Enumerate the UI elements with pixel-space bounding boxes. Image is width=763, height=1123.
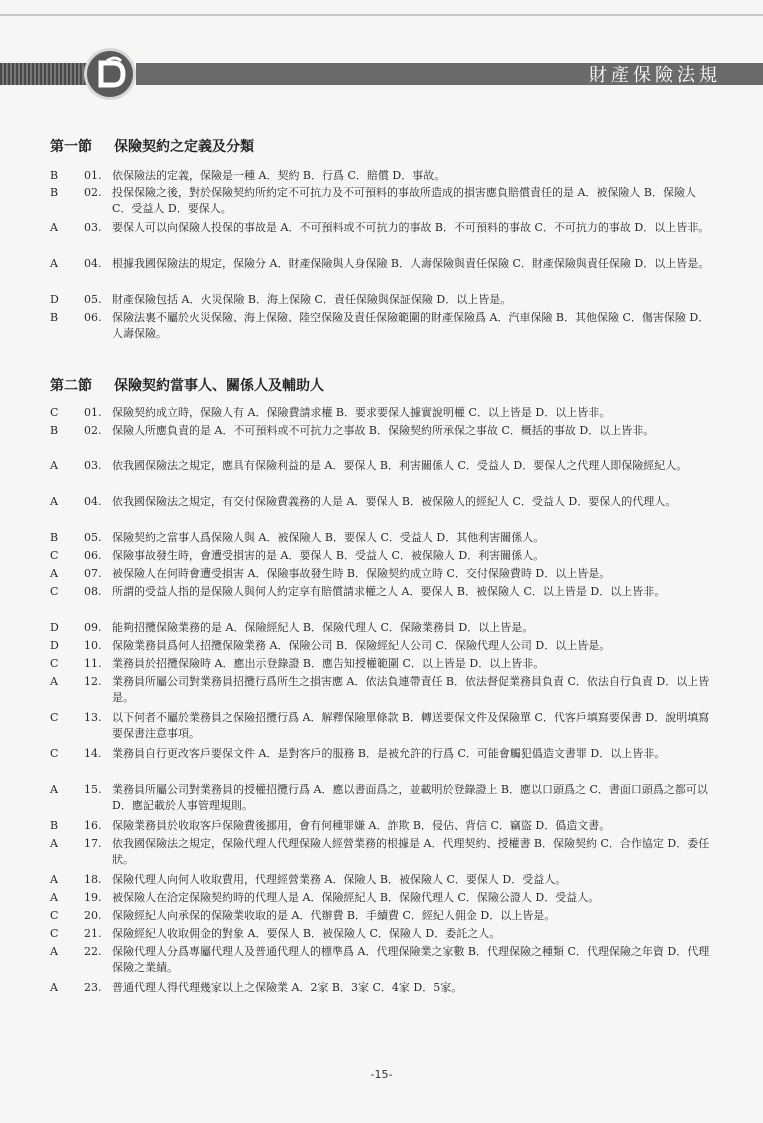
question-number: 17.	[84, 837, 102, 850]
question-text: 業務員自行更改客戶要保文件 A．是對客戶的服務 B．是被允許的行爲 C．可能會觸犯僞造文書罪 D．以上皆非。	[112, 747, 666, 760]
question-text: 被保險人在何時會遭受損害 A．保險事故發生時 B．保險契約成立時 C．交付保險費時 D．以上皆是。	[112, 567, 611, 580]
answer-letter: B	[50, 169, 59, 182]
answer-letter: B	[50, 424, 59, 437]
header-band-right	[136, 63, 763, 85]
question-text: 依我國保險法之規定，保險代理人代理保險人經營業務的根據是 A．代理契約、授權書 B．保險契約 C．合作協定 D．委任狀。	[112, 837, 710, 866]
header-title: 財產保險法規	[589, 65, 721, 86]
answer-letter: C	[50, 585, 59, 598]
question-number: 07.	[84, 567, 102, 580]
answer-letter: B	[50, 311, 59, 324]
answer-letter: A	[50, 837, 58, 850]
answer-letter: A	[50, 257, 58, 270]
question-text: 根據我國保險法的規定，保險分 A．財產保險與人身保險 B．人壽保險與責任保險 C．財產保險與責任保險 D．以上皆是。	[112, 257, 710, 270]
answer-letter: C	[50, 549, 59, 562]
answer-letter: C	[50, 711, 59, 724]
question-text: 業務員所屬公司對業務員招攬行爲所生之損害應 A．依法負連帶責任 B．依法督促業務員負責 C．依法自行負責 D．以上皆是。	[112, 675, 710, 704]
question-number: 05.	[84, 293, 102, 306]
question-number: 15.	[84, 783, 102, 796]
top-rule	[0, 14, 763, 16]
answer-letter: D	[50, 639, 59, 652]
question-number: 22.	[84, 945, 102, 958]
question-text: 依保險法的定義，保險是一種 A．契約 B．行爲 C．賠償 D．事故。	[112, 169, 446, 182]
question-text: 業務員所屬公司對業務員的授權招攬行爲 A．應以書面爲之，並載明於登錄證上 B．應以口頭爲之 C．書面口頭爲之都可以 D．應記載於人事管理規則。	[112, 783, 708, 812]
answer-letter: C	[50, 927, 59, 940]
question-number: 11.	[84, 657, 102, 670]
answer-letter: C	[50, 406, 59, 419]
question-number: 13.	[84, 711, 102, 724]
question-text: 財產保險包括 A．火災保險 B．海上保險 C．責任保險與保証保險 D．以上皆是。	[112, 293, 512, 306]
question-number: 08.	[84, 585, 102, 598]
question-number: 03.	[84, 459, 102, 472]
question-text: 保險業務員於收取客戶保險費後挪用，會有何種罪嫌 A．詐欺 B．侵佔、背信 C．竊盜 D．僞造文書。	[112, 819, 611, 832]
section-title: 保險契約之定義及分類	[114, 139, 254, 155]
question-number: 14.	[84, 747, 102, 760]
question-text: 被保險人在洽定保險契約時的代理人是 A．保險經紀人 B．保險代理人 C．保險公證人 D．受益人。	[112, 891, 600, 904]
question-text: 業務員於招攬保險時 A．應出示登錄證 B．應告知授權範圍 C．以上皆是 D．以上皆非。	[112, 657, 545, 670]
answer-letter: B	[50, 531, 59, 544]
answer-letter: A	[50, 221, 58, 234]
question-number: 16.	[84, 819, 102, 832]
section-number: 第一節	[50, 139, 92, 155]
answer-letter: C	[50, 747, 59, 760]
question-text: 所謂的受益人指的是保險人與何人約定享有賠償請求權之人 A．要保人 B．被保險人 C．以上皆是 D．以上皆非。	[112, 585, 666, 598]
question-text: 依我國保險法之規定，有交付保險費義務的人是 A．要保人 B．被保險人的經紀人 C．受益人 D．要保人的代理人。	[112, 495, 677, 508]
question-number: 02.	[84, 424, 102, 437]
answer-letter: A	[50, 783, 58, 796]
section-1-heading	[50, 136, 254, 156]
question-text: 要保人可以向保險人投保的事故是 A．不可預料或不可抗力的事故 B．不可預料的事故 C．不可抗力的事故 D．以上皆非。	[112, 221, 710, 234]
question-text: 保險人所應負責的是 A．不可預料或不可抗力之事故 B．保險契約所承保之事故 C．概括的事故 D．以上皆非。	[112, 424, 655, 437]
section-2-heading	[50, 375, 324, 395]
question-number: 12.	[84, 675, 102, 688]
section-number: 第二節	[50, 378, 92, 394]
answer-letter: A	[50, 873, 58, 886]
question-text: 保險代理人分爲專屬代理人及普通代理人的標準爲 A．代理保險業之家數 B．代理保險之種類 C．代理保險之年資 D．代理保險之業績。	[112, 945, 710, 974]
question-number: 21.	[84, 927, 102, 940]
answer-letter: B	[50, 186, 59, 199]
question-text: 保險契約成立時，保險人有 A．保險費請求權 B．要求要保人據實說明權 C．以上皆是 D．以上皆非。	[112, 406, 611, 419]
answer-letter: A	[50, 891, 58, 904]
question-number: 20.	[84, 909, 102, 922]
answer-letter: A	[50, 567, 58, 580]
header-band-left	[0, 63, 86, 85]
question-text: 保險業務員爲何人招攬保險業務 A．保險公司 B．保險經紀人公司 C．保險代理人公司 D．以上皆是。	[112, 639, 611, 652]
question-number: 03.	[84, 221, 102, 234]
question-number: 04.	[84, 495, 102, 508]
question-text: 以下何者不屬於業務員之保險招攬行爲 A．解釋保險單條款 B．轉送要保文件及保險單 C．代客戶填寫要保書 D．說明填寫要保書注意事項。	[112, 711, 710, 740]
answer-letter: A	[50, 981, 58, 994]
section-title: 保險契約當事人、關係人及輔助人	[114, 378, 324, 394]
question-number: 18.	[84, 873, 102, 886]
question-text: 保險經紀人收取佣金的對象 A．要保人 B．被保險人 C．保險人 D．委託之人。	[112, 927, 501, 940]
question-number: 04.	[84, 257, 102, 270]
answer-letter: D	[50, 293, 59, 306]
question-text: 保險契約之當事人爲保險人與 A．被保險人 B．要保人 C．受益人 D．其他利害關係人。	[112, 531, 545, 544]
answer-letter: A	[50, 459, 58, 472]
answer-letter: B	[50, 819, 59, 832]
question-number: 02.	[84, 186, 102, 199]
question-number: 01.	[84, 406, 102, 419]
answer-letter: A	[50, 495, 58, 508]
question-text: 能夠招攬保險業務的是 A．保險經紀人 B．保險代理人 C．保險業務員 D．以上皆是。	[112, 621, 534, 634]
question-text: 保險經紀人向承保的保險業收取的是 A．代辦費 B．手續費 C．經紀人佣金 D．以上皆是。	[112, 909, 556, 922]
question-number: 09.	[84, 621, 102, 634]
answer-letter: D	[50, 621, 59, 634]
question-number: 06.	[84, 311, 102, 324]
question-text: 保險法裏不屬於火災保險、海上保險、陸空保險及責任保險範圍的財產保險爲 A．汽車保險 B．其他保險 C．傷害保險 D．人壽保險。	[112, 311, 710, 340]
question-text: 依我國保險法之規定，應具有保險利益的是 A．要保人 B．利害關係人 C．受益人 D．要保人之代理人即保險經紀人。	[112, 459, 688, 472]
question-number: 06.	[84, 549, 102, 562]
answer-letter: C	[50, 909, 59, 922]
question-number: 01.	[84, 169, 102, 182]
question-number: 10.	[84, 639, 102, 652]
answer-letter: C	[50, 657, 59, 670]
answer-letter: A	[50, 675, 58, 688]
question-number: 19.	[84, 891, 102, 904]
publisher-logo-icon	[84, 48, 136, 100]
question-text: 保險事故發生時，會遭受損害的是 A．要保人 B．受益人 C．被保險人 D．利害關係人。	[112, 549, 545, 562]
page-number: -15-	[370, 1068, 393, 1081]
answer-letter: A	[50, 945, 58, 958]
question-number: 23.	[84, 981, 102, 994]
question-number: 05.	[84, 531, 102, 544]
question-text: 投保保險之後，對於保險契約所約定不可抗力及不可預料的事故所造成的損害應負賠償責任的是 A．被保險人 B．保險人 C．受益人 D．要保人。	[112, 186, 697, 215]
question-text: 保險代理人向何人收取費用，代理經營業務 A．保險人 B．被保險人 C．要保人 D．受益人。	[112, 873, 567, 886]
question-text: 普通代理人得代理幾家以上之保險業 A．2家 B．3家 C．4家 D．5家。	[112, 981, 463, 994]
